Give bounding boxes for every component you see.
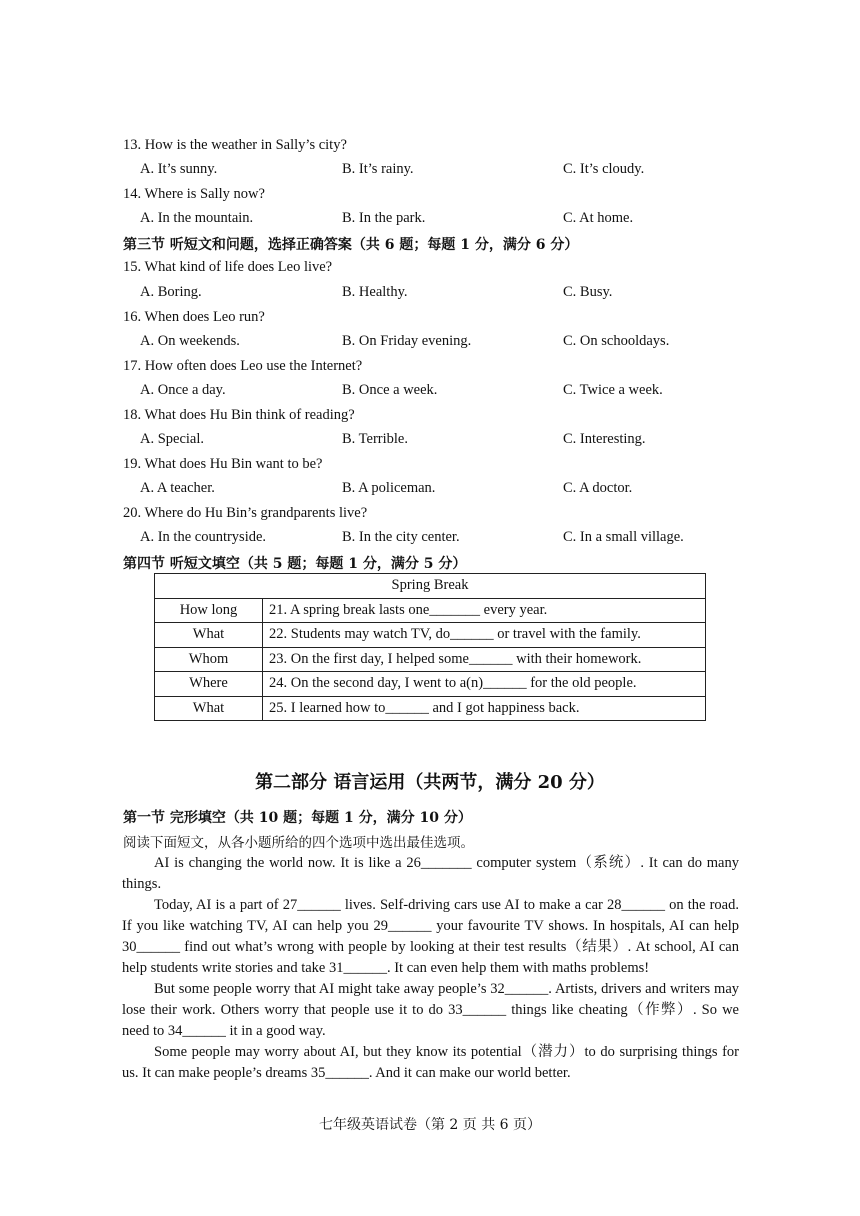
question-14-stem: 14. Where is Sally now? bbox=[123, 186, 265, 202]
row-text: 21. A spring break lasts one_______ every year. bbox=[263, 598, 706, 623]
option-b: B. On Friday evening. bbox=[342, 333, 472, 349]
table-title-row bbox=[155, 574, 706, 599]
question-13-options bbox=[140, 161, 740, 183]
question-16-stem: 16. When does Leo run? bbox=[123, 309, 265, 325]
table-row bbox=[155, 623, 706, 648]
passage-paragraph-2: Today, AI is a part of 27______ lives. Self-driving cars use AI to make a car 28______ on the road. If you like watching TV, AI can help you 29______ your favourite TV shows. In hospitals, AI can help 30______ find out what’s wrong with people by looking at their test results（结果）. At school, AI can help students write stories and take 31______. It can even help them with maths problems! bbox=[122, 897, 739, 976]
option-a: A. A teacher. bbox=[140, 480, 215, 496]
option-a: A. Special. bbox=[140, 431, 205, 447]
option-a: A. Once a day. bbox=[140, 382, 226, 398]
row-key: Whom bbox=[155, 647, 263, 672]
option-c: C. Twice a week. bbox=[563, 382, 663, 398]
option-b: B. It’s rainy. bbox=[342, 161, 414, 177]
question-19-options bbox=[140, 480, 740, 502]
row-key: What bbox=[155, 696, 263, 721]
table-row bbox=[155, 598, 706, 623]
option-b: B. Terrible. bbox=[342, 431, 408, 447]
option-a: A. In the countryside. bbox=[140, 529, 267, 545]
row-key: Where bbox=[155, 672, 263, 697]
question-19-stem: 19. What does Hu Bin want to be? bbox=[123, 456, 323, 472]
option-c: C. In a small village. bbox=[563, 529, 684, 545]
page-footer: 七年级英语试卷（第 2 页 共 6 页） bbox=[318, 1117, 542, 1133]
option-c: C. On schooldays. bbox=[563, 333, 670, 349]
question-18-options bbox=[140, 431, 740, 453]
question-17-stem: 17. How often does Leo use the Internet? bbox=[123, 358, 363, 374]
option-b: B. Healthy. bbox=[342, 284, 408, 300]
option-c: C. It’s cloudy. bbox=[563, 161, 645, 177]
option-a: A. Boring. bbox=[140, 284, 202, 300]
option-c: C. At home. bbox=[563, 210, 634, 226]
option-c: C. Interesting. bbox=[563, 431, 646, 447]
question-16-options bbox=[140, 333, 740, 355]
part-2-title: 第二部分 语言运用（共两节，满分 20 分） bbox=[255, 772, 605, 793]
row-text: 23. On the first day, I helped some______ with their homework. bbox=[263, 647, 706, 672]
option-a: A. In the mountain. bbox=[140, 210, 254, 226]
question-15-options bbox=[140, 284, 740, 306]
section-3-heading: 第三节 听短文和问题，选择正确答案（共 6 题；每题 1 分，满分 6 分） bbox=[123, 237, 579, 253]
option-c: C. Busy. bbox=[563, 284, 613, 300]
cloze-passage bbox=[122, 853, 739, 1084]
question-15-stem: 15. What kind of life does Leo live? bbox=[123, 259, 333, 275]
option-b: B. In the city center. bbox=[342, 529, 460, 545]
passage-paragraph-1: AI is changing the world now. It is like a 26_______ computer system（系统）. It can do many things. bbox=[122, 855, 739, 892]
option-a: A. On weekends. bbox=[140, 333, 240, 349]
option-b: B. A policeman. bbox=[342, 480, 436, 496]
question-13-stem: 13. How is the weather in Sally’s city? bbox=[123, 137, 347, 153]
question-18-stem: 18. What does Hu Bin think of reading? bbox=[123, 407, 355, 423]
question-17-options bbox=[140, 382, 740, 404]
spring-break-table bbox=[154, 573, 706, 721]
option-a: A. It’s sunny. bbox=[140, 161, 218, 177]
table-row bbox=[155, 696, 706, 721]
cloze-heading: 第一节 完形填空（共 10 题；每题 1 分，满分 10 分） bbox=[123, 810, 472, 826]
question-14-options bbox=[140, 210, 740, 232]
option-b: B. Once a week. bbox=[342, 382, 438, 398]
row-text: 22. Students may watch TV, do______ or travel with the family. bbox=[263, 623, 706, 648]
passage-paragraph-4: Some people may worry about AI, but they know its potential（潜力）to do surprising things for us. It can make people’s dreams 35______. And it can make our world better. bbox=[122, 1044, 739, 1081]
row-text: 25. I learned how to______ and I got happiness back. bbox=[263, 696, 706, 721]
option-c: C. A doctor. bbox=[563, 480, 633, 496]
question-20-options bbox=[140, 529, 740, 551]
option-b: B. In the park. bbox=[342, 210, 426, 226]
row-key: What bbox=[155, 623, 263, 648]
table-row bbox=[155, 672, 706, 697]
table-row bbox=[155, 647, 706, 672]
row-text: 24. On the second day, I went to a(n)______ for the old people. bbox=[263, 672, 706, 697]
passage-paragraph-3: But some people worry that AI might take away people’s 32______. Artists, drivers and writers may lose their work. Others worry that people use it to do 33______ things like cheating（作弊）. So we need to 34______ it in a good way. bbox=[122, 981, 739, 1039]
row-key: How long bbox=[155, 598, 263, 623]
table-title: Spring Break bbox=[155, 574, 706, 599]
section-4-heading: 第四节 听短文填空（共 5 题；每题 1 分，满分 5 分） bbox=[123, 556, 467, 572]
cloze-instruction: 阅读下面短文，从各小题所给的四个选项中选出最佳选项。 bbox=[123, 835, 474, 851]
question-20-stem: 20. Where do Hu Bin’s grandparents live? bbox=[123, 505, 368, 521]
